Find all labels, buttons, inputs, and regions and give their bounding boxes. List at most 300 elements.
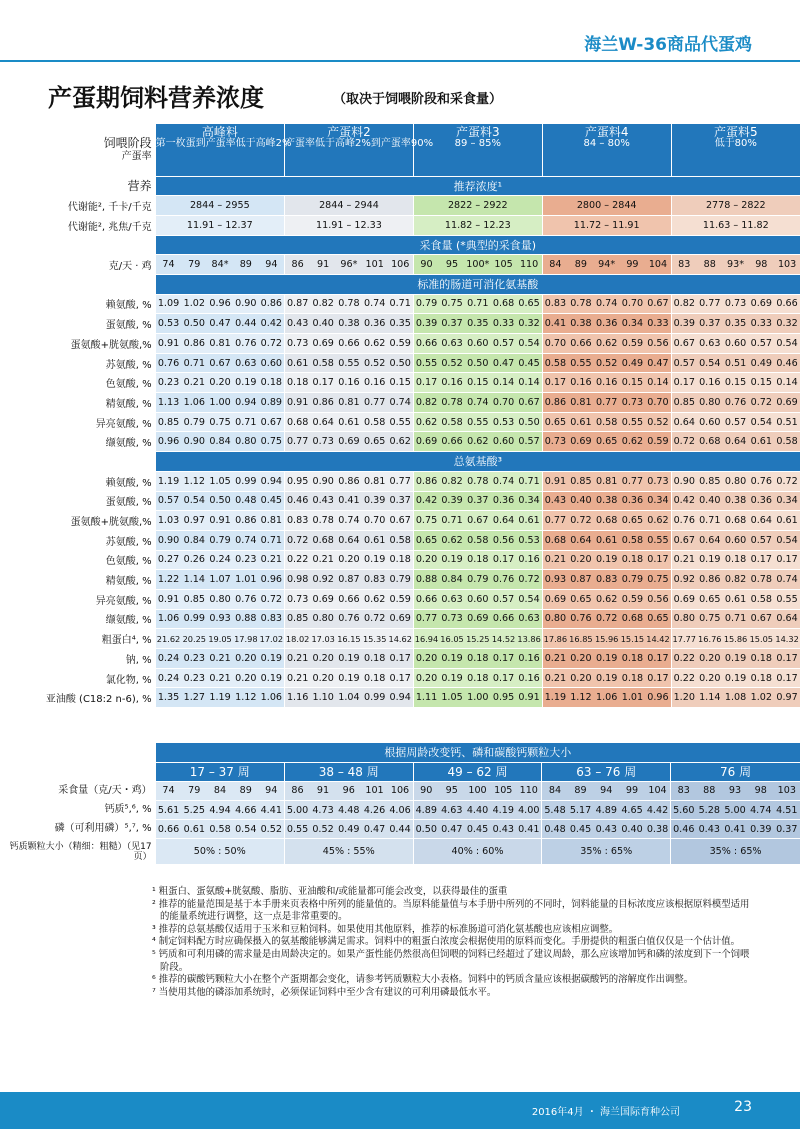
value-cell: 0.78 bbox=[465, 471, 491, 491]
value-cell: 0.51 bbox=[723, 353, 749, 373]
value-cell: 0.44 bbox=[233, 314, 259, 334]
value-cell: 1.05 bbox=[207, 471, 233, 491]
value-cell: 0.63 bbox=[516, 609, 542, 629]
value-cell: 101 bbox=[362, 781, 388, 800]
value-cell: 0.17 bbox=[491, 668, 517, 688]
total-row-label: 精氨酸, % bbox=[0, 570, 156, 590]
value-cell: 106 bbox=[388, 255, 414, 275]
value-cell: 0.54 bbox=[181, 491, 207, 511]
value-cell: 4.51 bbox=[774, 801, 800, 820]
value-cell: 0.35 bbox=[465, 314, 491, 334]
footnote-2: ² 推荐的能量范围是基于本手册来页表格中所列的能量值的。当原料能量值与本手册中所列的不同时，饲料能量的目标浓度应该根据原料模型适用的能量系统进行调整，这一点是非常重要的。 bbox=[152, 898, 750, 923]
value-cell: 0.20 bbox=[233, 668, 259, 688]
value-cell: 0.17 bbox=[645, 668, 671, 688]
value-cell: 0.60 bbox=[723, 334, 749, 354]
value-cell: 0.71 bbox=[388, 294, 414, 314]
value-cell: 0.99 bbox=[362, 688, 388, 708]
value-cell: 0.17 bbox=[645, 649, 671, 669]
value-cell: 84 bbox=[542, 255, 568, 275]
value-cell: 1.19 bbox=[156, 471, 182, 491]
value-cell: 0.69 bbox=[568, 432, 594, 452]
value-cell: 89 bbox=[233, 781, 259, 800]
value-cell: 88 bbox=[696, 781, 722, 800]
value-cell: 0.46 bbox=[774, 353, 800, 373]
value-cell: 17.02 bbox=[259, 629, 285, 649]
value-cell: 0.79 bbox=[413, 294, 439, 314]
value-cell: 0.17 bbox=[542, 373, 568, 393]
value-cell: 0.80 bbox=[723, 471, 749, 491]
value-cell: 0.23 bbox=[233, 550, 259, 570]
value-cell: 0.57 bbox=[491, 589, 517, 609]
value-cell: 20.25 bbox=[181, 629, 207, 649]
value-cell: 0.19 bbox=[233, 373, 259, 393]
value-cell: 88 bbox=[697, 255, 723, 275]
value-cell: 0.68 bbox=[723, 511, 749, 531]
sid-row bbox=[0, 432, 800, 452]
value-cell: 0.45 bbox=[516, 353, 542, 373]
value-cell: 0.66 bbox=[568, 334, 594, 354]
total-row-label: 色氨酸, % bbox=[0, 550, 156, 570]
value-cell: 0.67 bbox=[465, 511, 491, 531]
value-cell: 0.44 bbox=[387, 820, 413, 839]
value-cell: 0.84 bbox=[181, 530, 207, 550]
value-cell: 0.48 bbox=[542, 820, 568, 839]
value-cell: 0.62 bbox=[594, 334, 620, 354]
brand-title: 海兰W-36商品代蛋鸡 bbox=[584, 35, 752, 55]
value-cell: 0.97 bbox=[181, 511, 207, 531]
value-cell: 0.17 bbox=[310, 373, 336, 393]
value-cell: 0.68 bbox=[620, 609, 646, 629]
value-cell: 0.18 bbox=[620, 668, 646, 688]
value-cell: 1.06 bbox=[594, 688, 620, 708]
value-cell: 0.76 bbox=[568, 609, 594, 629]
value-cell: 0.68 bbox=[542, 530, 568, 550]
value-cell: 0.81 bbox=[207, 334, 233, 354]
value-cell: 0.88 bbox=[233, 609, 259, 629]
value-cell: 0.62 bbox=[362, 589, 388, 609]
value-cell: 0.87 bbox=[285, 294, 311, 314]
age-5: 76 周 bbox=[671, 762, 800, 781]
value-cell: 91 bbox=[310, 781, 336, 800]
value-cell: 86 bbox=[284, 781, 310, 800]
total-row bbox=[0, 511, 800, 531]
value-cell: 0.14 bbox=[491, 373, 517, 393]
value-cell: 0.86 bbox=[259, 294, 285, 314]
value-cell: 0.39 bbox=[413, 314, 439, 334]
value-cell: 1.00 bbox=[465, 688, 491, 708]
value-cell: 0.57 bbox=[723, 412, 749, 432]
value-cell: 95 bbox=[439, 255, 465, 275]
energy-row-cell: 11.82 – 12.23 bbox=[413, 215, 542, 235]
value-cell: 0.57 bbox=[748, 530, 774, 550]
value-cell: 0.91 bbox=[542, 471, 568, 491]
value-cell: 0.58 bbox=[310, 353, 336, 373]
value-cell: 104 bbox=[645, 255, 671, 275]
value-cell: 0.50 bbox=[181, 314, 207, 334]
total-row bbox=[0, 471, 800, 491]
value-cell: 0.14 bbox=[774, 373, 800, 393]
value-cell: 0.18 bbox=[465, 668, 491, 688]
value-cell: 106 bbox=[387, 781, 413, 800]
phase-header-row bbox=[0, 124, 800, 176]
value-cell: 0.21 bbox=[207, 668, 233, 688]
value-cell: 0.49 bbox=[620, 353, 646, 373]
value-cell: 84 bbox=[207, 781, 233, 800]
value-cell: 0.72 bbox=[516, 570, 542, 590]
value-cell: 0.52 bbox=[310, 820, 336, 839]
value-cell: 0.83 bbox=[542, 294, 568, 314]
value-cell: 0.63 bbox=[233, 353, 259, 373]
value-cell: 0.21 bbox=[207, 649, 233, 669]
value-cell: 100 bbox=[465, 781, 491, 800]
value-cell: 83 bbox=[671, 255, 697, 275]
value-cell: 0.61 bbox=[594, 530, 620, 550]
value-cell: 1.06 bbox=[181, 393, 207, 413]
value-cell: 0.96 bbox=[207, 294, 233, 314]
value-cell: 0.66 bbox=[156, 820, 182, 839]
value-cell: 89 bbox=[568, 781, 594, 800]
value-cell: 0.67 bbox=[259, 412, 285, 432]
value-cell: 0.20 bbox=[233, 649, 259, 669]
value-cell: 0.64 bbox=[310, 412, 336, 432]
value-cell: 0.62 bbox=[388, 432, 414, 452]
value-cell: 17.98 bbox=[233, 629, 259, 649]
value-cell: 90 bbox=[413, 781, 439, 800]
value-cell: 0.18 bbox=[259, 373, 285, 393]
phase-peak: 高峰料 第一枚蛋到产蛋率低于高峰2% bbox=[156, 124, 285, 176]
value-cell: 0.69 bbox=[748, 294, 774, 314]
value-cell: 0.39 bbox=[671, 314, 697, 334]
value-cell: 1.13 bbox=[156, 393, 182, 413]
total-row-label: 缬氨酸, % bbox=[0, 609, 156, 629]
value-cell: 0.68 bbox=[594, 511, 620, 531]
value-cell: 0.55 bbox=[336, 353, 362, 373]
value-cell: 1.02 bbox=[181, 294, 207, 314]
value-cell: 0.16 bbox=[336, 373, 362, 393]
value-cell: 0.90 bbox=[310, 471, 336, 491]
value-cell: 4.73 bbox=[310, 801, 336, 820]
value-cell: 0.21 bbox=[542, 550, 568, 570]
value-cell: 0.47 bbox=[207, 314, 233, 334]
value-cell: 16.05 bbox=[439, 629, 465, 649]
value-cell: 0.77 bbox=[697, 294, 723, 314]
value-cell: 0.87 bbox=[336, 570, 362, 590]
value-cell: 0.50 bbox=[516, 412, 542, 432]
value-cell: 89 bbox=[568, 255, 594, 275]
value-cell: 4.48 bbox=[336, 801, 362, 820]
nutrient-band-row bbox=[0, 176, 800, 196]
value-cell: 0.80 bbox=[310, 609, 336, 629]
value-cell: 0.50 bbox=[207, 491, 233, 511]
value-cell: 0.86 bbox=[310, 393, 336, 413]
header-rule bbox=[0, 60, 800, 62]
value-cell: 0.81 bbox=[362, 471, 388, 491]
value-cell: 0.67 bbox=[645, 294, 671, 314]
value-cell: 5.61 bbox=[156, 801, 182, 820]
value-cell: 0.96 bbox=[645, 688, 671, 708]
total-row bbox=[0, 491, 800, 511]
value-cell: 0.17 bbox=[774, 668, 800, 688]
phase-5: 产蛋料5 低于80% bbox=[671, 124, 800, 176]
value-cell: 0.61 bbox=[723, 589, 749, 609]
value-cell: 0.93 bbox=[542, 570, 568, 590]
value-cell: 0.33 bbox=[748, 314, 774, 334]
value-cell: 0.67 bbox=[671, 334, 697, 354]
value-cell: 0.83 bbox=[362, 570, 388, 590]
value-cell: 0.60 bbox=[259, 353, 285, 373]
value-cell: 0.61 bbox=[181, 820, 207, 839]
value-cell: 104 bbox=[645, 781, 671, 800]
value-cell: 0.79 bbox=[388, 570, 414, 590]
value-cell: 74 bbox=[156, 255, 182, 275]
sid-row-label: 色氨酸, % bbox=[0, 373, 156, 393]
value-cell: 0.83 bbox=[594, 570, 620, 590]
value-cell: 99 bbox=[619, 781, 645, 800]
value-cell: 0.47 bbox=[491, 353, 517, 373]
value-cell: 1.16 bbox=[285, 688, 311, 708]
lower-title-row bbox=[0, 743, 800, 762]
value-cell: 0.17 bbox=[491, 649, 517, 669]
value-cell: 4.63 bbox=[439, 801, 465, 820]
value-cell: 0.48 bbox=[233, 491, 259, 511]
nutrient-table bbox=[0, 124, 800, 708]
value-cell: 0.75 bbox=[259, 432, 285, 452]
particle-cell: 50% : 50% bbox=[156, 839, 285, 865]
value-cell: 0.35 bbox=[723, 314, 749, 334]
sid-row bbox=[0, 314, 800, 334]
value-cell: 0.55 bbox=[645, 530, 671, 550]
value-cell: 16.76 bbox=[697, 629, 723, 649]
value-cell: 0.39 bbox=[748, 820, 774, 839]
value-cell: 0.17 bbox=[413, 373, 439, 393]
value-cell: 0.19 bbox=[336, 668, 362, 688]
value-cell: 0.52 bbox=[362, 353, 388, 373]
value-cell: 0.85 bbox=[285, 609, 311, 629]
particle-row bbox=[0, 839, 800, 865]
value-cell: 0.60 bbox=[697, 412, 723, 432]
value-cell: 0.75 bbox=[645, 570, 671, 590]
value-cell: 0.15 bbox=[748, 373, 774, 393]
value-cell: 4.26 bbox=[362, 801, 388, 820]
value-cell: 0.67 bbox=[516, 393, 542, 413]
value-cell: 19.05 bbox=[207, 629, 233, 649]
age-1: 17 – 37 周 bbox=[156, 762, 285, 781]
value-cell: 90 bbox=[413, 255, 439, 275]
value-cell: 0.53 bbox=[516, 530, 542, 550]
value-cell: 0.73 bbox=[723, 294, 749, 314]
value-cell: 14.52 bbox=[491, 629, 517, 649]
value-cell: 0.21 bbox=[285, 668, 311, 688]
value-cell: 0.17 bbox=[388, 649, 414, 669]
page-title: 产蛋期饲料营养浓度 bbox=[48, 84, 264, 112]
value-cell: 0.18 bbox=[285, 373, 311, 393]
value-cell: 0.59 bbox=[388, 334, 414, 354]
value-cell: 0.21 bbox=[181, 373, 207, 393]
value-cell: 0.20 bbox=[568, 649, 594, 669]
value-cell: 98 bbox=[748, 255, 774, 275]
value-cell: 0.87 bbox=[568, 570, 594, 590]
value-cell: 0.20 bbox=[336, 550, 362, 570]
value-cell: 0.77 bbox=[285, 432, 311, 452]
value-cell: 1.08 bbox=[723, 688, 749, 708]
energy-row-cell: 11.63 – 11.82 bbox=[671, 215, 800, 235]
value-cell: 0.69 bbox=[388, 609, 414, 629]
value-cell: 0.21 bbox=[542, 668, 568, 688]
value-cell: 0.42 bbox=[413, 491, 439, 511]
value-cell: 0.71 bbox=[233, 412, 259, 432]
page-number: 23 bbox=[734, 1099, 752, 1115]
total-band bbox=[0, 452, 800, 472]
value-cell: 0.67 bbox=[671, 530, 697, 550]
value-cell: 0.61 bbox=[516, 511, 542, 531]
value-cell: 0.37 bbox=[439, 314, 465, 334]
value-cell: 0.19 bbox=[697, 550, 723, 570]
value-cell: 0.63 bbox=[697, 334, 723, 354]
value-cell: 0.76 bbox=[671, 511, 697, 531]
value-cell: 0.74 bbox=[336, 511, 362, 531]
value-cell: 15.25 bbox=[465, 629, 491, 649]
footer-bar bbox=[0, 1092, 800, 1129]
value-cell: 0.73 bbox=[645, 471, 671, 491]
value-cell: 15.05 bbox=[748, 629, 774, 649]
value-cell: 0.41 bbox=[722, 820, 748, 839]
value-cell: 0.82 bbox=[413, 393, 439, 413]
value-cell: 0.55 bbox=[465, 412, 491, 432]
value-cell: 0.66 bbox=[491, 609, 517, 629]
value-cell: 0.32 bbox=[774, 314, 800, 334]
value-cell: 0.66 bbox=[413, 334, 439, 354]
value-cell: 0.58 bbox=[388, 530, 414, 550]
sid-band bbox=[0, 274, 800, 294]
value-cell: 0.14 bbox=[645, 373, 671, 393]
sid-row-label: 缬氨酸, % bbox=[0, 432, 156, 452]
value-cell: 0.81 bbox=[336, 393, 362, 413]
phase-4: 产蛋料4 84 – 80% bbox=[542, 124, 671, 176]
value-cell: 0.77 bbox=[542, 511, 568, 531]
value-cell: 93 bbox=[722, 781, 748, 800]
value-cell: 0.19 bbox=[723, 668, 749, 688]
value-cell: 0.74 bbox=[233, 530, 259, 550]
value-cell: 0.16 bbox=[516, 649, 542, 669]
value-cell: 0.70 bbox=[491, 393, 517, 413]
calcium-row-label: 钙质⁵,⁶, % bbox=[0, 801, 156, 820]
value-cell: 0.72 bbox=[774, 471, 800, 491]
value-cell: 0.65 bbox=[620, 511, 646, 531]
value-cell: 0.16 bbox=[439, 373, 465, 393]
nutrient-label: 营养 bbox=[0, 176, 156, 196]
value-cell: 0.71 bbox=[465, 294, 491, 314]
value-cell: 0.74 bbox=[465, 393, 491, 413]
value-cell: 16.85 bbox=[568, 629, 594, 649]
value-cell: 0.94 bbox=[233, 393, 259, 413]
value-cell: 0.34 bbox=[645, 491, 671, 511]
age-row bbox=[0, 762, 800, 781]
value-cell: 0.22 bbox=[285, 550, 311, 570]
value-cell: 0.74 bbox=[388, 393, 414, 413]
value-cell: 0.91 bbox=[156, 589, 182, 609]
value-cell: 0.32 bbox=[516, 314, 542, 334]
value-cell: 0.73 bbox=[439, 609, 465, 629]
value-cell: 0.90 bbox=[671, 471, 697, 491]
value-cell: 0.42 bbox=[259, 314, 285, 334]
value-cell: 0.91 bbox=[207, 511, 233, 531]
value-cell: 83 bbox=[671, 781, 697, 800]
value-cell: 84* bbox=[207, 255, 233, 275]
value-cell: 0.20 bbox=[310, 668, 336, 688]
value-cell: 17.03 bbox=[310, 629, 336, 649]
value-cell: 1.19 bbox=[207, 688, 233, 708]
value-cell: 0.80 bbox=[207, 589, 233, 609]
calcium-row bbox=[0, 801, 800, 820]
total-row bbox=[0, 609, 800, 629]
value-cell: 0.86 bbox=[542, 393, 568, 413]
value-cell: 0.21 bbox=[259, 550, 285, 570]
value-cell: 0.64 bbox=[671, 412, 697, 432]
extra-row bbox=[0, 629, 800, 649]
value-cell: 0.40 bbox=[310, 314, 336, 334]
value-cell: 5.00 bbox=[284, 801, 310, 820]
value-cell: 4.89 bbox=[413, 801, 439, 820]
value-cell: 0.71 bbox=[697, 511, 723, 531]
value-cell: 0.76 bbox=[336, 609, 362, 629]
value-cell: 94 bbox=[593, 781, 619, 800]
value-cell: 0.56 bbox=[645, 334, 671, 354]
value-cell: 0.96 bbox=[259, 570, 285, 590]
value-cell: 0.80 bbox=[697, 393, 723, 413]
value-cell: 0.78 bbox=[568, 294, 594, 314]
value-cell: 0.82 bbox=[310, 294, 336, 314]
value-cell: 0.74 bbox=[362, 294, 388, 314]
value-cell: 0.15 bbox=[620, 373, 646, 393]
value-cell: 0.60 bbox=[723, 530, 749, 550]
value-cell: 0.59 bbox=[620, 334, 646, 354]
value-cell: 0.75 bbox=[413, 511, 439, 531]
sid-row bbox=[0, 294, 800, 314]
value-cell: 0.61 bbox=[774, 511, 800, 531]
value-cell: 0.18 bbox=[723, 550, 749, 570]
value-cell: 0.58 bbox=[594, 412, 620, 432]
phase-label: 饲喂阶段 产蛋率 bbox=[0, 124, 156, 176]
value-cell: 0.58 bbox=[748, 589, 774, 609]
value-cell: 0.62 bbox=[645, 511, 671, 531]
value-cell: 0.26 bbox=[181, 550, 207, 570]
value-cell: 0.33 bbox=[645, 314, 671, 334]
value-cell: 101 bbox=[362, 255, 388, 275]
value-cell: 0.38 bbox=[645, 820, 671, 839]
value-cell: 0.24 bbox=[156, 668, 182, 688]
footnote-1: ¹ 粗蛋白、蛋氨酸+胱氨酸、脂肪、亚油酸和/或能量都可能会改变，以获得最佳的蛋重 bbox=[152, 886, 508, 897]
value-cell: 0.18 bbox=[362, 649, 388, 669]
value-cell: 0.19 bbox=[439, 668, 465, 688]
value-cell: 18.02 bbox=[285, 629, 311, 649]
value-cell: 4.66 bbox=[233, 801, 259, 820]
value-cell: 0.71 bbox=[181, 353, 207, 373]
value-cell: 0.64 bbox=[491, 511, 517, 531]
value-cell: 0.33 bbox=[491, 314, 517, 334]
value-cell: 0.84 bbox=[207, 432, 233, 452]
value-cell: 0.59 bbox=[645, 432, 671, 452]
value-cell: 4.06 bbox=[387, 801, 413, 820]
value-cell: 93* bbox=[723, 255, 749, 275]
value-cell: 0.66 bbox=[774, 294, 800, 314]
value-cell: 1.27 bbox=[181, 688, 207, 708]
value-cell: 0.68 bbox=[697, 432, 723, 452]
value-cell: 4.74 bbox=[748, 801, 774, 820]
particle-cell: 45% : 55% bbox=[284, 839, 413, 865]
value-cell: 4.00 bbox=[516, 801, 542, 820]
value-cell: 0.97 bbox=[774, 688, 800, 708]
value-cell: 0.72 bbox=[362, 609, 388, 629]
